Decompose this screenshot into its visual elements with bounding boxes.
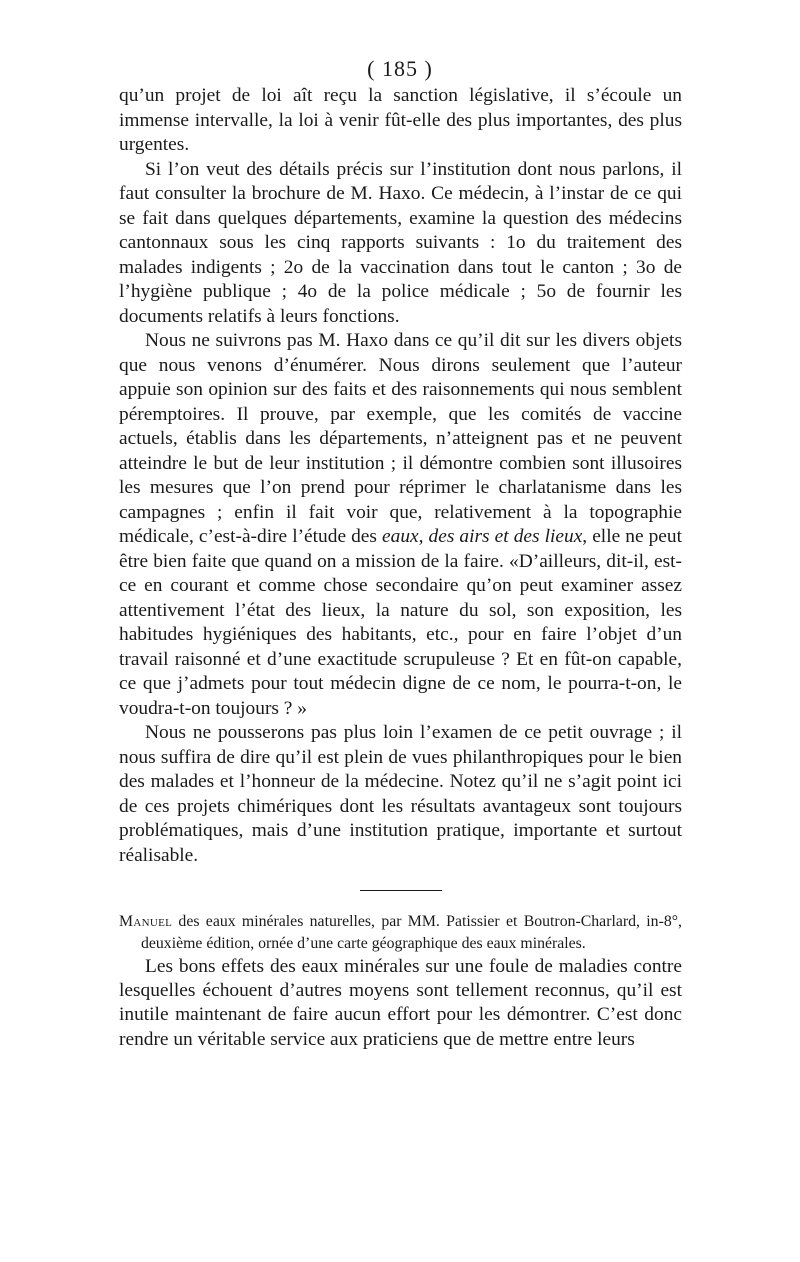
- review-body: [119, 955, 682, 1052]
- paragraph-haxo-brochure: Si l’on veut des détails précis sur l’institution dont nous parlons, il faut consulter la brochure de M. Haxo. Ce médecin, à l’instar de ce qui se fait dans quelques départements, examine la question des médecins cantonnaux sous les cinq rapports suivants : 1o du traitement des malades indigents ; 2o de la vaccination dans tout le canton ; 3o de l’hygiène publique ; 4o de la police médicale ; 5o de fournir les documents relatifs à leurs fonctions.: [119, 158, 682, 327]
- paragraph-continuation: qu’un projet de loi aît reçu la sanction législative, il s’écoule un immense intervalle, la loi à venir fût-elle des plus importantes, des plus urgentes.: [119, 85, 682, 155]
- paragraph-conclusion: Nous ne pousserons pas plus loin l’examen de ce petit ouvrage ; il nous suffira de dire qu’il est plein de vues philanthropiques pour le bien des malades et l’honneur de la médecine. Notez qu’il ne s’agit point ici de ces projets chimériques dont les résultats avantageux sont toujours problématiques, mais d’une institution pratique, importante et surtout réalisable.: [119, 722, 682, 866]
- paragraph-haxo-arguments: [119, 329, 682, 721]
- review-details: des eaux minérales naturelles, par MM. Patissier et Boutron-Charlard, in-8°, deuxième édition, ornée d’une carte géographique des eaux minérales.: [141, 913, 682, 952]
- paragraph-text: Nous ne suivrons pas M. Haxo dans ce qu’il dit sur les divers objets que nous venons d’énumérer. Nous dirons seulement que l’auteur appuie son opinion sur des faits et des raisonnements qui nous semblent péremptoires. Il prouve, par exemple, que les comités de vaccine actuels, établis dans les départements, n’atteignent pas et ne peuvent atteindre le but de leur institution ; il démontre combien sont illusoires les mesures que l’on prend pour réprimer le charlatanisme dans les campagnes ; enfin il fait voir que, relativement à la topographie médicale, c’est-à-dire l’étude des: [119, 330, 682, 547]
- review-heading: [119, 911, 682, 955]
- italic-phrase: eaux, des airs et des lieux: [382, 526, 583, 547]
- paragraph-text: , elle ne peut être bien faite que quand on a mission de la faire. «D’ailleurs, dit-il, est-ce en courant et comme chose secondaire qu’on peut examiner assez attentivement l’état des lieux, la nature du sol, son exposition, les habitudes hygiéniques des habitants, etc., pour en faire l’objet d’un travail raisonné et d’une exactitude scrupuleuse ? Et en fût-on capable, ce que j’admets pour tout médecin digne de ce nom, le pourra-t-on, le voudra-t-on toujours ? »: [119, 526, 682, 719]
- section-divider: [360, 890, 442, 891]
- paragraph-mineral-waters: Les bons effets des eaux minérales sur une foule de maladies contre lesquelles échouent d’autres moyens sont tellement reconnus, qu’il est inutile maintenant de faire aucun effort pour les démontrer. C’est donc rendre un véritable service aux praticiens que de mettre entre leurs: [119, 956, 682, 1050]
- page-body: [119, 84, 682, 1052]
- review-title: Manuel: [119, 913, 173, 930]
- page-number: ( 185 ): [367, 56, 433, 81]
